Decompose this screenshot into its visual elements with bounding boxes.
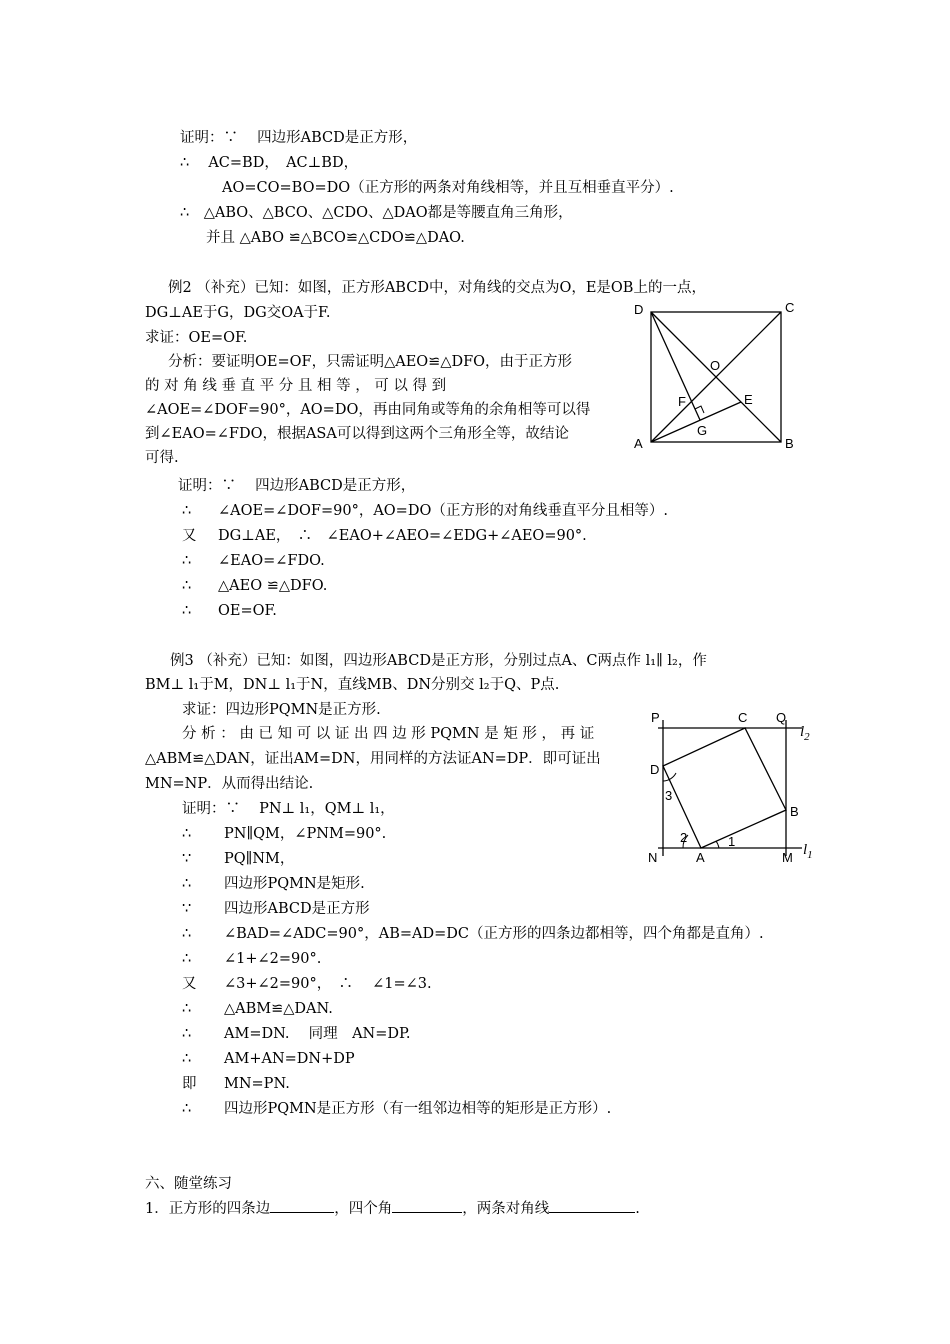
label-P: P bbox=[651, 710, 660, 725]
practice-q1: 1．正方形的四条边 ，四个角 ，两条对角线 . bbox=[145, 1198, 640, 1219]
label-A: A bbox=[634, 436, 643, 451]
angle-1-arc bbox=[716, 841, 719, 848]
label-2: 2 bbox=[680, 830, 688, 845]
blank-angles[interactable] bbox=[392, 1198, 462, 1213]
ex3-analysis-1: 分 析 ： 由 已 知 可 以 证 出 四 边 形 PQMN 是 矩 形 ， 再 证 bbox=[182, 726, 595, 742]
blank-diagonals[interactable] bbox=[549, 1198, 635, 1213]
label-1: 1 bbox=[728, 834, 736, 849]
label-G: G bbox=[697, 423, 708, 438]
label-F: F bbox=[678, 394, 686, 409]
label-3: 3 bbox=[665, 788, 673, 803]
ex2-proof-5: ∴ △AEO ≌△DFO. bbox=[182, 578, 328, 594]
ex2-proof-3: 又 DG⊥AE， ∴ ∠EAO+∠AEO=∠EDG+∠AEO=90°. bbox=[182, 528, 587, 544]
ex3-proof-1: 证明：∵ PN⊥ l₁，QM⊥ l₁， bbox=[182, 801, 395, 817]
label-Q: Q bbox=[776, 710, 787, 725]
angle-3-arc bbox=[663, 773, 676, 781]
label-M: M bbox=[782, 850, 793, 865]
s1-line-3: AO=CO=BO=DO（正方形的两条对角线相等，并且互相垂直平分）. bbox=[222, 180, 674, 196]
s1-line-5: 并且 △ABO ≌△BCO≌△CDO≌△DAO. bbox=[206, 230, 465, 246]
ex3-analysis-3: MN=NP．从而得出结论. bbox=[145, 776, 314, 792]
blank-sides[interactable] bbox=[270, 1198, 334, 1213]
label-B: B bbox=[785, 436, 794, 451]
label-C: C bbox=[738, 710, 748, 725]
ex3-proof-5: ∵ 四边形ABCD是正方形 bbox=[182, 901, 370, 917]
label-l2: $l_2$ bbox=[800, 724, 810, 743]
ex2-analysis-2: 的 对 角 线 垂 直 平 分 且 相 等 ， 可 以 得 到 bbox=[145, 378, 447, 394]
ex3-proof-12: 即 MN=PN. bbox=[182, 1076, 290, 1092]
ex3-title: 例3 （补充）已知：如图，四边形ABCD是正方形，分别过点A、C两点作 l₁∥ l₂，作 bbox=[170, 653, 707, 669]
ex3-proof-8: 又 ∠3+∠2=90°， ∴ ∠1=∠3. bbox=[182, 976, 432, 992]
ex2-analysis-5: 可得. bbox=[145, 450, 179, 466]
ex3-proof-3: ∵ PQ∥NM， bbox=[182, 851, 295, 867]
ex2-prove: 求证：OE=OF. bbox=[145, 330, 248, 346]
practice-heading: 六、随堂练习 bbox=[145, 1176, 232, 1192]
label-A: A bbox=[696, 850, 705, 865]
ex2-proof-1: 证明：∵ 四边形ABCD是正方形， bbox=[178, 478, 416, 494]
ex2-title-2: DG⊥AE于G，DG交OA于F. bbox=[145, 305, 331, 321]
label-l1: $l_1$ bbox=[803, 842, 813, 861]
ex2-analysis-3: ∠AOE=∠DOF=90°，AO=DO，再由同角或等角的余角相等可以得 bbox=[145, 402, 591, 418]
label-N: N bbox=[648, 850, 658, 865]
label-C: C bbox=[785, 300, 795, 315]
ex2-title: 例2 （补充）已知：如图，正方形ABCD中，对角线的交点为O，E是OB上的一点， bbox=[168, 280, 706, 296]
ex3-proof-10: ∴ AM=DN. 同理 AN=DP. bbox=[182, 1026, 411, 1042]
s1-line-2: ∴ AC=BD， AC⊥BD， bbox=[180, 155, 359, 171]
label-O: O bbox=[710, 358, 721, 373]
ex3-title-2: BM⊥ l₁于M，DN⊥ l₁于N，直线MB、DN分别交 l₂于Q、P点. bbox=[145, 677, 560, 693]
label-D: D bbox=[650, 762, 660, 777]
example2-figure bbox=[628, 298, 803, 458]
ex2-analysis-4: 到∠EAO=∠FDO，根据ASA可以得到这两个三角形全等，故结论 bbox=[145, 426, 569, 442]
ex3-proof-7: ∴ ∠1+∠2=90°. bbox=[182, 951, 322, 967]
ex3-proof-6: ∴ ∠BAD=∠ADC=90°，AB=AD=DC（正方形的四条边都相等，四个角都是直角）. bbox=[182, 926, 764, 942]
example3-figure bbox=[640, 706, 830, 868]
ex2-analysis-1: 分析：要证明OE=OF，只需证明△AEO≌△DFO，由于正方形 bbox=[168, 354, 573, 370]
ex3-prove: 求证：四边形PQMN是正方形. bbox=[182, 702, 381, 718]
ex3-proof-11: ∴ AM+AN=DN+DP bbox=[182, 1051, 355, 1067]
label-D: D bbox=[634, 302, 644, 317]
label-E: E bbox=[744, 392, 753, 407]
ex3-proof-2: ∴ PN∥QM，∠PNM=90°. bbox=[182, 826, 387, 842]
ex2-proof-4: ∴ ∠EAO=∠FDO. bbox=[182, 553, 325, 569]
segment-dg bbox=[651, 312, 700, 420]
s1-line-4: ∴ △ABO、△BCO、△CDO、△DAO都是等腰直角三角形， bbox=[180, 205, 573, 221]
ex3-proof-13: ∴ 四边形PQMN是正方形（有一组邻边相等的矩形是正方形）. bbox=[182, 1101, 612, 1117]
ex3-proof-4: ∴ 四边形PQMN是矩形. bbox=[182, 876, 365, 892]
ex2-proof-6: ∴ OE=OF. bbox=[182, 603, 277, 619]
s1-line-1: 证明：∵ 四边形ABCD是正方形， bbox=[180, 130, 418, 146]
label-B: B bbox=[790, 804, 799, 819]
ex2-proof-2: ∴ ∠AOE=∠DOF=90°，AO=DO（正方形的对角线垂直平分且相等）. bbox=[182, 503, 668, 519]
ex3-analysis-2: △ABM≌△DAN，证出AM=DN，用同样的方法证AN=DP．即可证出 bbox=[145, 751, 601, 767]
ex3-proof-9: ∴ △ABM≌△DAN. bbox=[182, 1001, 333, 1017]
